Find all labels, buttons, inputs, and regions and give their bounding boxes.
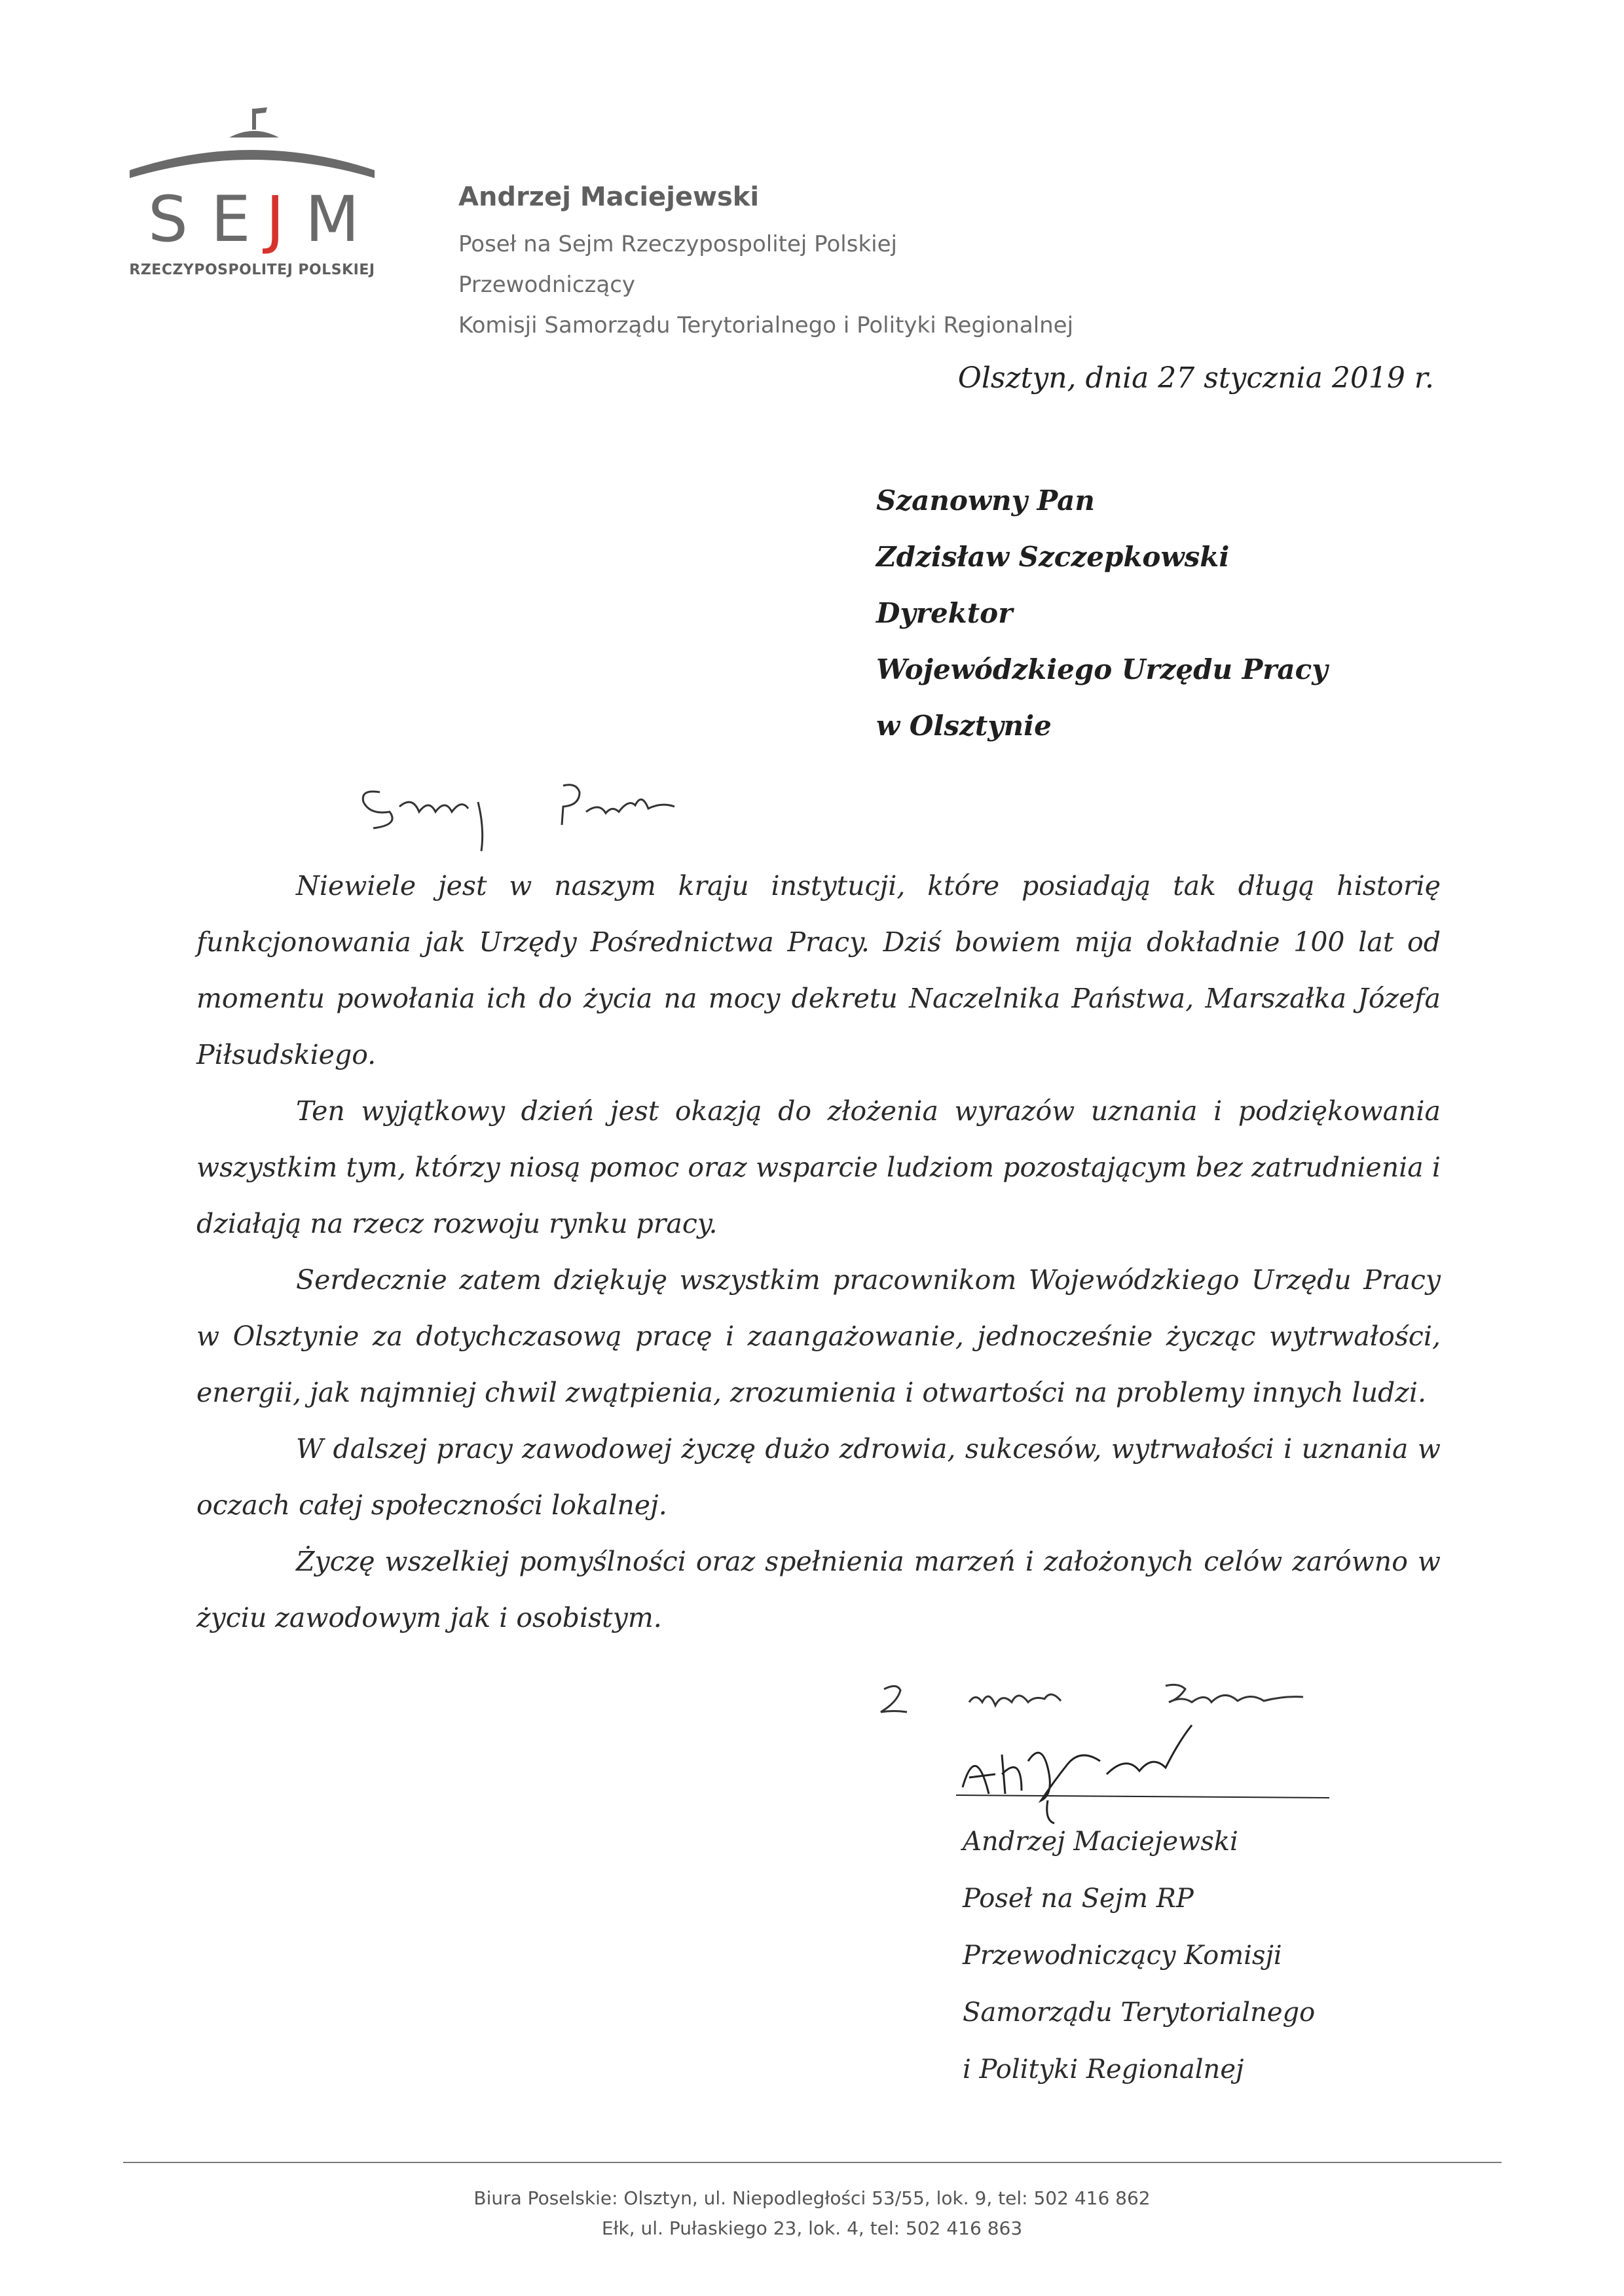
logo-subtitle: RZECZYPOSPOLITEJ POLSKIEJ (129, 262, 375, 278)
logo-wordmark (144, 183, 360, 255)
sender-name: Andrzej Maciejewski (458, 182, 760, 212)
recipient-institution: Wojewódzkiego Urzędu Pracy (876, 653, 1328, 685)
footer-office-elk: Ełk, ul. Pułaskiego 23, lok. 4, tel: 502 416 863 (601, 2217, 1023, 2239)
sender-committee: Komisji Samorządu Terytorialnego i Polityki Regionalnej (458, 312, 1074, 338)
signature-block (963, 1813, 1315, 2098)
recipient-greeting: Szanowny Pan (876, 484, 1095, 517)
sejm-logo (124, 98, 380, 295)
signatory-committee-1: Samorządu Terytorialnego (963, 1997, 1316, 2028)
recipient-city: w Olsztynie (876, 710, 1052, 742)
logo-letter-j: J (266, 183, 285, 256)
logo-letter-s: S (148, 183, 188, 256)
letter-date: Olsztyn, dnia 27 stycznia 2019 r. (957, 361, 1434, 395)
body-paragraph-2: Ten wyjątkowy dzień jest okazją do złożenia wyrazów uznania i podziękowania wszystkim tym, którzy niosą pomoc oraz wsparcie ludziom pozostającym bez zatrudnienia i działają na rzecz rozwoju rynku pracy. (196, 1095, 1441, 1239)
footer-divider (123, 2162, 1502, 2163)
handwritten-salutation (354, 766, 747, 867)
sender-role: Przewodniczący (458, 272, 636, 298)
body-paragraph-1: Niewiele jest w naszym kraju instytucji, które posiadają tak długą historię funkcjonowania jak Urzędy Pośrednictwa Pracy. Dziś bowiem mija dokładnie 100 lat od momentu powołania ich do życia na mocy dekretu Naczelnika Państwa, Marszałka Józefa Piłsudskiego. (196, 870, 1441, 1070)
recipient-block (876, 473, 1328, 754)
body-paragraph-5: Życzę wszelkiej pomyślności oraz spełnienia marzeń i założonych celów zarówno w życiu zawodowym jak i osobistym. (196, 1546, 1441, 1633)
signature (950, 1715, 1342, 1830)
body-paragraph-3: Serdecznie zatem dziękuję wszystkim pracownikom Wojewódzkiego Urzędu Pracy w Olsztynie za dotychczasową pracę i zaangażowanie, jednocześnie życząc wytrwałości, energii, jak najmniej chwil zwątpienia, zrozumienia i otwartości na problemy innych ludzi. (196, 1264, 1441, 1408)
footer-addresses (0, 2183, 1624, 2244)
signatory-name: Andrzej Maciejewski (963, 1827, 1238, 1857)
signatory-committee-2: i Polityki Regionalnej (963, 2054, 1244, 2085)
logo-letter-e: E (211, 183, 251, 256)
signatory-title: Poseł na Sejm RP (963, 1884, 1194, 1914)
footer-office-olsztyn: Biura Poselskie: Olsztyn, ul. Niepodległości 53/55, lok. 9, tel: 502 416 862 (473, 2187, 1151, 2209)
logo-letter-m: M (305, 183, 360, 256)
signatory-role: Przewodniczący Komisji (963, 1941, 1282, 1971)
recipient-position: Dyrektor (876, 597, 1013, 629)
sender-info (458, 182, 1073, 346)
sender-title: Poseł na Sejm Rzeczypospolitej Polskiej (458, 231, 897, 257)
body-paragraph-4: W dalszej pracy zawodowej życzę dużo zdrowia, sukcesów, wytrwałości i uznania w oczach całej społeczności lokalnej. (196, 1433, 1441, 1521)
letter-body (196, 858, 1441, 1646)
sejm-emblem-icon (124, 98, 380, 190)
recipient-name: Zdzisław Szczepkowski (876, 541, 1230, 573)
